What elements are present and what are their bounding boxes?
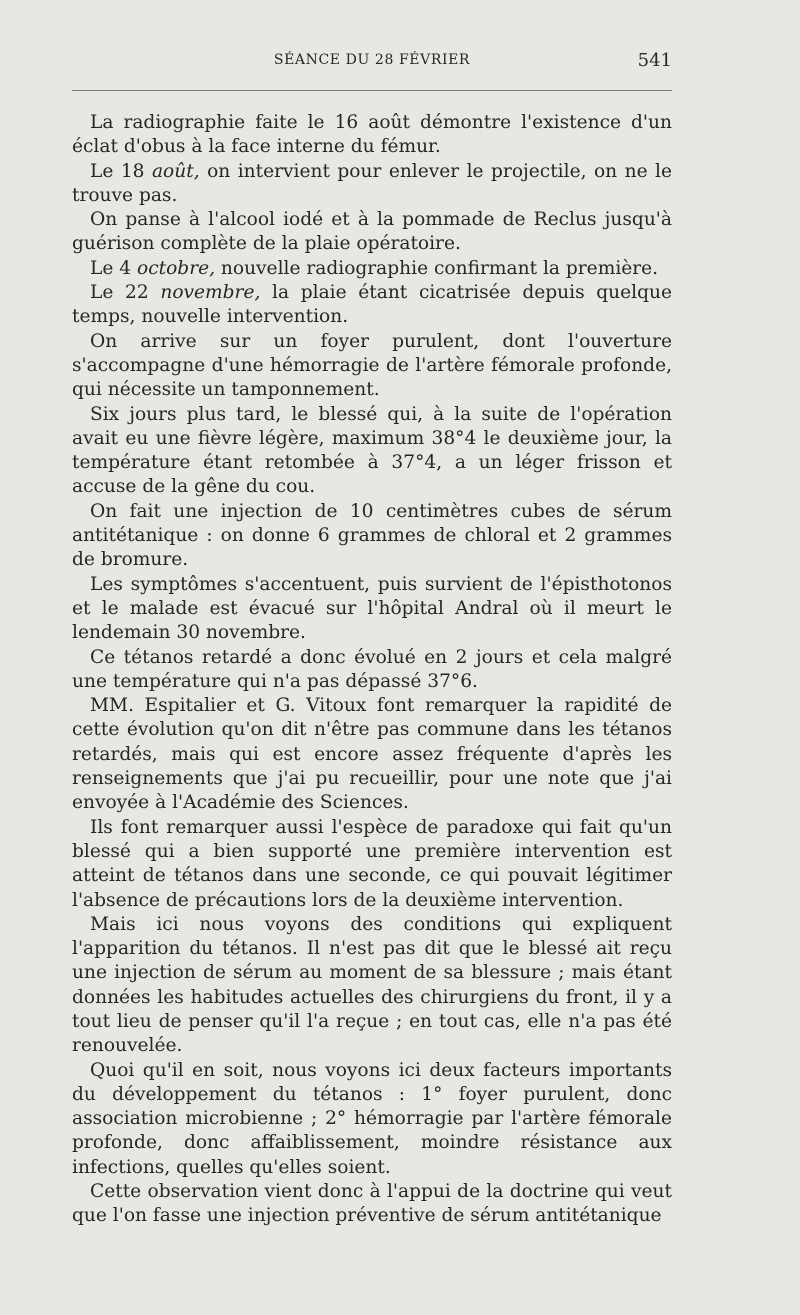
paragraph: Ils font remarquer aussi l'espèce de paradoxe qui fait qu'un blessé qui a bien supporté une première intervention est atteint de tétanos dans une seconde, ce qui pouvait légitimer l'absence de précautions lors de la deuxième intervention. [72, 816, 672, 911]
paragraph: Les symptômes s'accentuent, puis survient de l'épisthotonos et le malade est évacué sur l'hôpital Andral où il meurt le lendemain 30 novembre. [72, 573, 672, 644]
running-title: SÉANCE DU 28 FÉVRIER [273, 52, 471, 68]
paragraph: La radiographie faite le 16 août démontre l'existence d'un éclat d'obus à la face interne du fémur. [72, 112, 672, 158]
paragraph: Cette observation vient donc à l'appui de la doctrine qui veut que l'on fasse une injection préventive de sérum antitétanique [72, 1181, 672, 1227]
paragraph: On panse à l'alcool iodé et à la pommade de Reclus jusqu'à guérison complète de la plaie opératoire. [72, 209, 672, 255]
paragraph: Le 18 août, on intervient pour enlever le projectile, on ne le trouve pas. [72, 160, 672, 206]
page-number: 541 [637, 50, 672, 71]
paragraph: On fait une injection de 10 centimètres cubes de sérum antitétanique : on donne 6 grammes de chloral et 2 grammes de bromure. [72, 500, 672, 571]
paragraph: Le 22 novembre, la plaie étant cicatrisée depuis quelque temps, nouvelle intervention. [72, 282, 672, 328]
paragraph: On arrive sur un foyer purulent, dont l'ouverture s'accompagne d'une hémorragie de l'artère fémorale profonde, qui nécessite un tamponnement. [72, 330, 672, 401]
paragraph: Le 4 octobre, nouvelle radiographie confirmant la première. [90, 257, 659, 279]
paragraph: Quoi qu'il en soit, nous voyons ici deux facteurs importants du développement du tétanos : 1° foyer purulent, donc association microbienne ; 2° hémorragie par l'artère fémorale profonde, donc affaiblissement, moindre résistance aux infections, quelles qu'elles soient. [72, 1059, 672, 1178]
paragraph: Ce tétanos retardé a donc évolué en 2 jours et cela malgré une température qui n'a pas dépassé 37°6. [72, 646, 672, 692]
paragraph: MM. Espitalier et G. Vitoux font remarquer la rapidité de cette évolution qu'on dit n'être pas commune dans les tétanos retardés, mais qui est encore assez fréquente d'après les renseignements que j'ai pu recueillir, pour une note que j'ai envoyée à l'Académie des Sciences. [72, 695, 672, 814]
paragraph: Six jours plus tard, le blessé qui, à la suite de l'opération avait eu une fièvre légère, maximum 38°4 le deuxième jour, la température étant retombée à 37°4, a un léger frisson et accuse de la gêne du cou. [72, 403, 672, 498]
paragraph: Mais ici nous voyons des conditions qui expliquent l'apparition du tétanos. Il n'est pas dit que le blessé ait reçu une injection de sérum au moment de sa blessure ; mais étant données les habitudes actuelles des chirurgiens du front, il y a tout lieu de penser qu'il l'a reçue ; en tout cas, elle n'a pas été renouvelée. [72, 913, 672, 1057]
header-rule [72, 90, 672, 91]
body-text [72, 111, 672, 1229]
page-header [72, 50, 672, 76]
